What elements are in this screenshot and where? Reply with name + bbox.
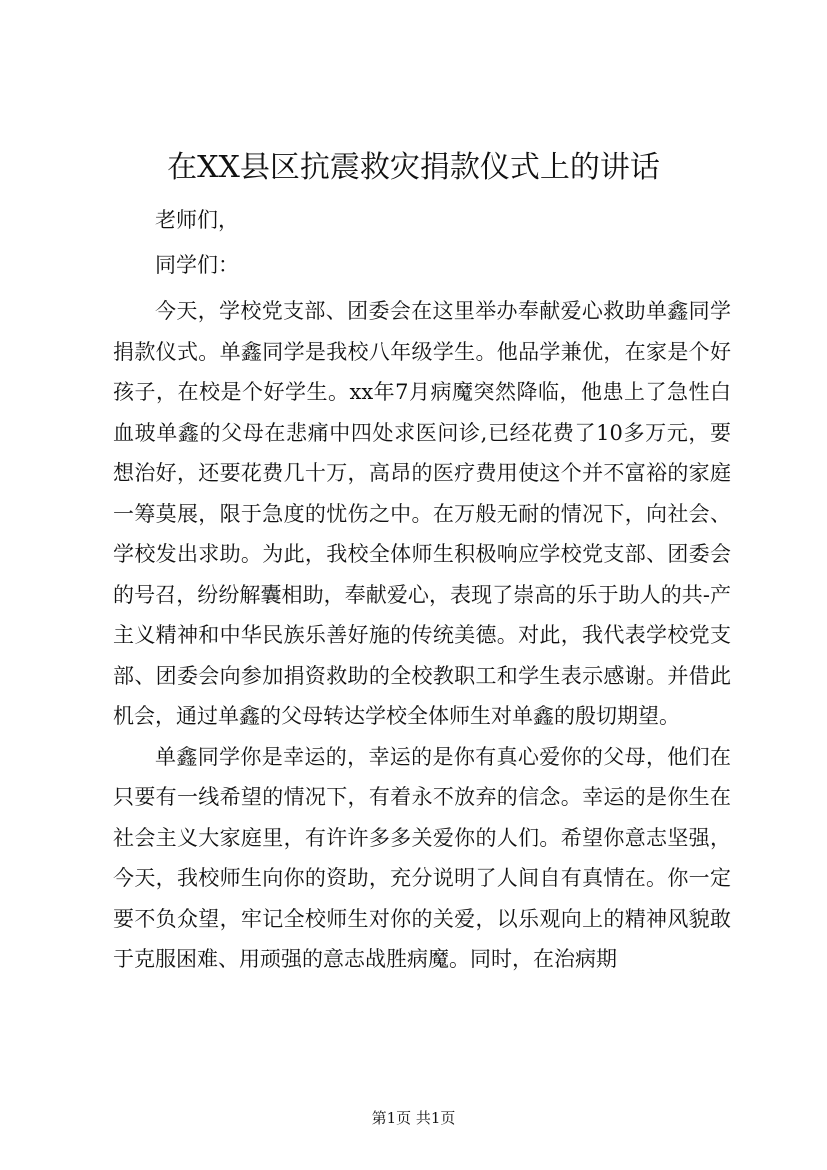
salutation-teachers: 老师们， <box>155 208 239 232</box>
document-body <box>113 200 731 980</box>
paragraph-2: 单鑫同学你是幸运的，幸运的是你有真心爱你的父母，他们在只要有一线希望的情况下，有着永不放弃的信念。幸运的是你生在社会主义大家庭里，有许许多多关爱你的人们。希望你意志坚强，今天，我校师生向你的资助，充分说明了人间自有真情在。你一定要不负众望，牢记全校师生对你的关爱，以乐观向上的精神风貌敢于克服困难、用顽强的意志战胜病魔。同时，在治病期 <box>113 744 731 971</box>
paragraph-1: 今天，学校党支部、团委会在这里举办奉献爱心救助单鑫同学捐款仪式。单鑫同学是我校八年级学生。他品学兼优，在家是个好孩子，在校是个好学生。xx年7月病魔突然降临，他患上了急性白血玻单鑫的父母在悲痛中四处求医问诊,已经花费了10多万元，要想治好，还要花费几十万，高昂的医疗费用使这个并不富裕的家庭一筹莫展，限于急度的忧伤之中。在万般无耐的情况下，向社会、学校发出求助。为此，我校全体师生积极响应学校党支部、团委会的号召，纷纷解囊相助，奉献爱心，表现了崇高的乐于助人的共-产主义精神和中华民族乐善好施的传统美德。对此，我代表学校党支部、团委会向参加捐资救助的全校教职工和学生表示感谢。并借此机会，通过单鑫的父母转达学校全体师生对单鑫的殷切期望。 <box>113 299 731 728</box>
salutation-students: 同学们： <box>155 252 239 277</box>
page-footer: 第1页 共1页 <box>371 1109 456 1127</box>
document-title: 在XX县区抗震救灾捐款仪式上的讲话 <box>167 150 660 185</box>
